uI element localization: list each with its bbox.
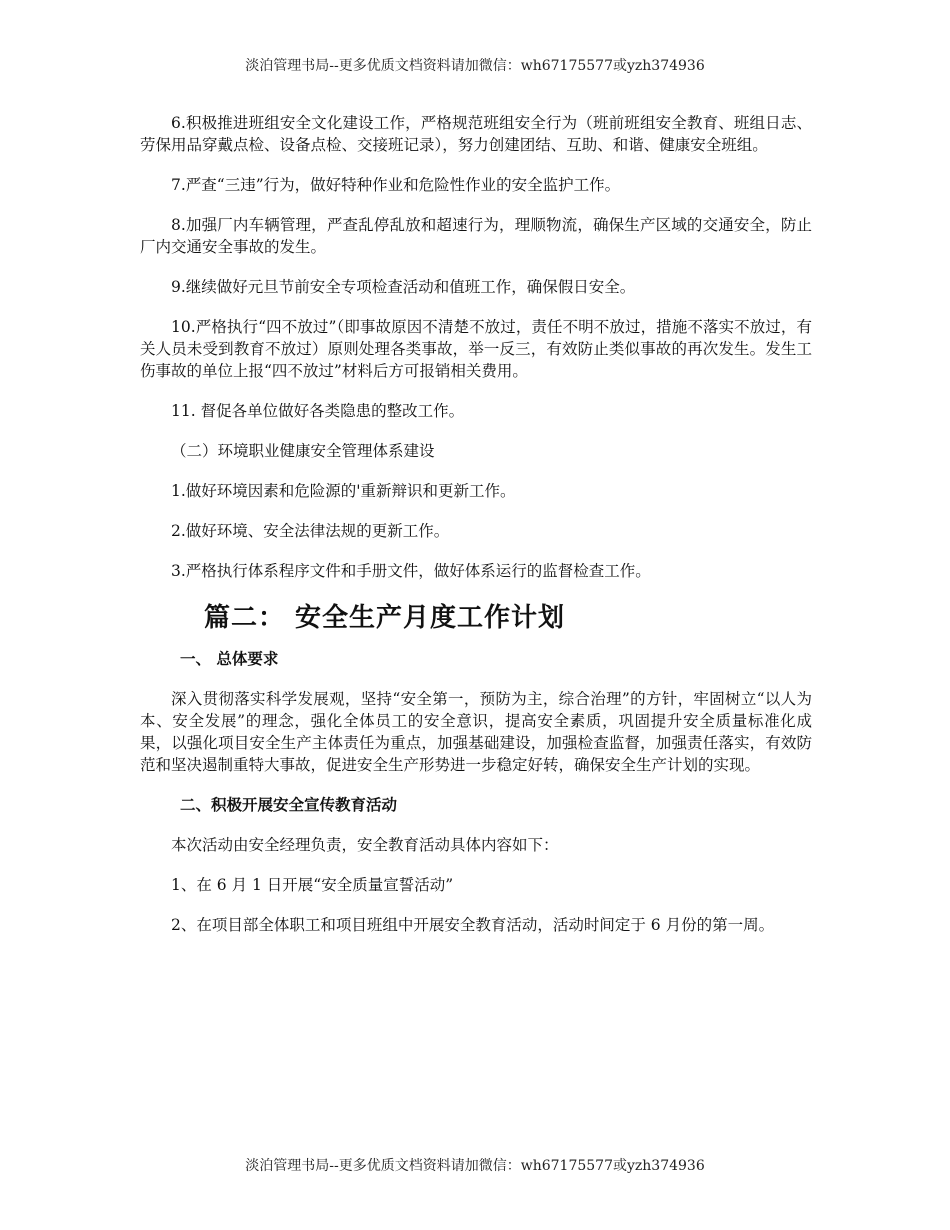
- paragraph-10: 10.严格执行“四不放过”（即事故原因不清楚不放过，责任不明不放过，措施不落实不放过，有关人员未受到教育不放过）原则处理各类事故，举一反三，有效防止类似事故的再次发生。发生工伤事故的单位上报“四不放过”材料后方可报销相关费用。: [140, 318, 812, 380]
- education-intro-paragraph: 本次活动由安全经理负责，安全教育活动具体内容如下：: [171, 836, 559, 854]
- education-item-2: 2、在项目部全体职工和项目班组中开展安全教育活动，活动时间定于 6 月份的第一周。: [171, 916, 775, 934]
- paragraph-9: 9.继续做好元旦节前安全专项检查活动和值班工作，确保假日安全。: [171, 278, 636, 296]
- paragraph-7: 7.严查“三违”行为，做好特种作业和危险性作业的安全监护工作。: [171, 176, 621, 194]
- paragraph-8: 8.加强厂内车辆管理，严查乱停乱放和超速行为，理顺物流，确保生产区域的交通安全，防止厂内交通安全事故的发生。: [140, 216, 812, 256]
- paragraph-6: 6.积极推进班组安全文化建设工作，严格规范班组安全行为（班前班组安全教育、班组日志、劳保用品穿戴点检、设备点检、交接班记录），努力创建团结、互助、和谐、健康安全班组。: [140, 114, 812, 154]
- education-item-1: 1、在 6 月 1 日开展“安全质量宣誓活动”: [171, 876, 454, 894]
- heading-general-requirements: 一、 总体要求: [180, 649, 279, 668]
- subsection-item-2: 2.做好环境、安全法律法规的更新工作。: [171, 522, 450, 540]
- heading-safety-education: 二、积极开展安全宣传教育活动: [180, 795, 398, 814]
- general-requirements-paragraph: 深入贯彻落实科学发展观，坚持“安全第一，预防为主，综合治理”的方针，牢固树立“以人为本、安全发展”的理念，强化全体员工的安全意识，提高安全素质，巩固提升安全质量标准化成果，以强化项目安全生产主体责任为重点，加强基础建设，加强检查监督，加强责任落实，有效防范和坚决遏制重特大事故，促进安全生产形势进一步稳定好转，确保安全生产计划的实现。: [140, 690, 812, 774]
- document-body: [140, 112, 812, 954]
- subsection-item-1: 1.做好环境因素和危险源的'重新辩识和更新工作。: [171, 482, 516, 500]
- subsection-heading: （二）环境职业健康安全管理体系建设: [171, 442, 435, 460]
- subsection-item-3: 3.严格执行体系程序文件和手册文件，做好体系运行的监督检查工作。: [171, 562, 651, 580]
- page-header: 淡泊管理书局--更多优质文档资料请加微信：wh67175577或yzh374936: [245, 58, 705, 74]
- section-title: 篇二： 安全生产月度工作计划: [204, 603, 566, 633]
- page-footer: 淡泊管理书局--更多优质文档资料请加微信：wh67175577或yzh374936: [245, 1158, 705, 1174]
- paragraph-11: 11. 督促各单位做好各类隐患的整改工作。: [171, 402, 465, 420]
